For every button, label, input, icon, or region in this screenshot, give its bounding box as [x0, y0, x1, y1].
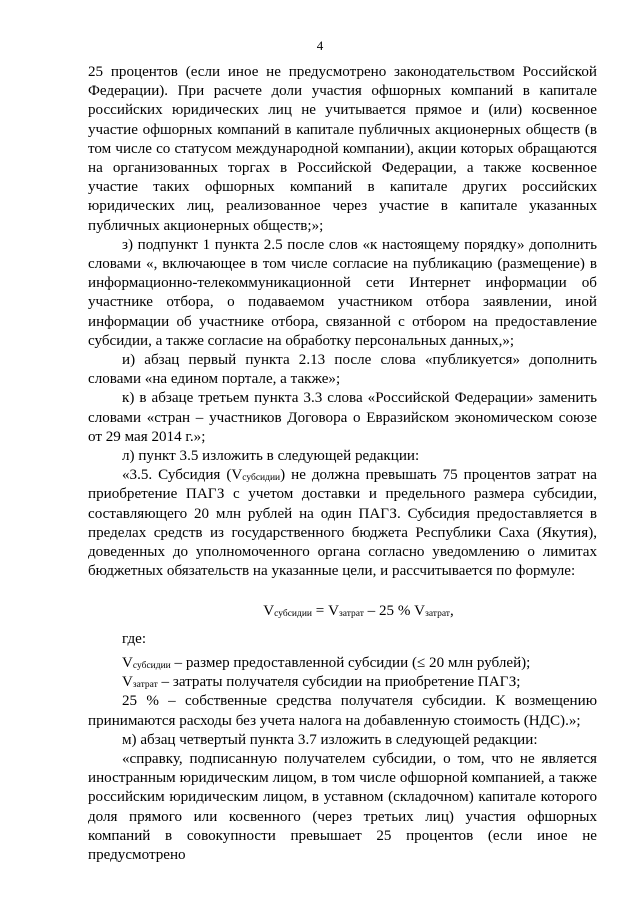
paragraph-z: з) подпункт 1 пункта 2.5 после слов «к настоящему порядку» дополнить словами «, включающее в том числе согласие на публикацию (размещение) в информационно-телекоммуникационной сети Интернет информации об участнике отбора, о подаваемом участником отбора заявлении, иной информации об участнике отбора, связанной с отбором на предоставление субсидии, а также согласие на обработку персональных данных,»; — [88, 236, 597, 349]
formula-v: V — [263, 603, 275, 620]
paragraph-offshore-share: 25 процентов (если иное не предусмотрено законодательством Российской Федерации). При расчете доли участия офшорных компаний в капитале российских юридических лиц не учитывается прямое и (или) косвенное участие офшорных компаний в капитале публичных акционерных обществ (в том числе со статусом международной компании), акции которых обращаются на организованных торгах в Российской Федерации, а также косвенное участие таких офшорных компаний в капитале других российских юридических лиц, реализованное через участие в капитале указанных публичных акционерных обществ;»; — [88, 64, 597, 234]
definition-subsidy — [88, 654, 597, 673]
formula-sub-costs-2: затрат — [425, 609, 450, 620]
document-body — [88, 63, 597, 865]
def2-sub: затрат — [132, 680, 158, 691]
paragraph-l: л) пункт 3.5 изложить в следующей редакции: — [122, 448, 420, 465]
paragraph-k: к) в абзаце третьем пункта 3.3 слова «Российской Федерации» заменить словами «стран – участников Договора о Евразийском экономическом союзе от 29 мая 2014 г.»; — [88, 390, 597, 445]
paragraph-3-5-start: «3.5. Субсидия (V — [122, 467, 243, 484]
paragraph-i: и) абзац первый пункта 2.13 после слова «публикуется» дополнить словами «на едином портале, а также»; — [88, 352, 597, 388]
def2-text: – затраты получателя субсидии на приобретение ПАГЗ; — [157, 674, 521, 691]
paragraph-3-5-rest: ) не должна превышать 75 процентов затрат на приобретение ПАГЗ с учетом доставки и предельного размера субсидии, составляющего 20 млн рублей на один ПАГЗ. Субсидия предоставляется в пределах средств из государственного бюджета Республики Саха (Якутия), доведенных до уполномоченного органа согласно уведомлению о лимитах бюджетных обязательств на указанные цели, и рассчитывается по формуле: — [88, 467, 597, 580]
formula-minus: – 25 % V — [363, 603, 426, 620]
definition-costs — [88, 673, 597, 692]
subscript-subsidy: субсидии — [242, 473, 281, 484]
paragraph-m: м) абзац четвертый пункта 3.7 изложить в следующей редакции: — [122, 731, 538, 748]
def2-v: V — [122, 674, 133, 691]
page-number: 4 — [316, 38, 324, 53]
def1-text: – размер предоставленной субсидии (≤ 20 млн рублей); — [170, 654, 531, 671]
def1-v: V — [122, 654, 133, 671]
formula-sub-subsidy: субсидии — [274, 609, 313, 620]
formula-equals: = V — [312, 603, 339, 620]
formula-comma: , — [449, 603, 454, 620]
def1-sub: субсидии — [132, 660, 171, 671]
subsidy-formula — [88, 602, 597, 621]
paragraph-certificate: «справку, подписанную получателем субсидии, о том, что не является иностранным юридическим лицом, в том числе офшорной компанией, а также российским юридическим лицом, в уставном (складочном) капитале которого доля прямого или косвенного (через третьих лиц) участия офшорных компаний в совокупности превышает 25 процентов (если иное не предусмотрено — [88, 750, 597, 863]
where-label: где: — [122, 630, 147, 647]
paragraph-3-5 — [88, 466, 597, 581]
formula-sub-costs: затрат — [338, 609, 364, 620]
paragraph-own-funds: 25 % – собственные средства получателя субсидии. К возмещению принимаются расходы без учета налога на добавленную стоимость (НДС).»; — [88, 693, 597, 729]
